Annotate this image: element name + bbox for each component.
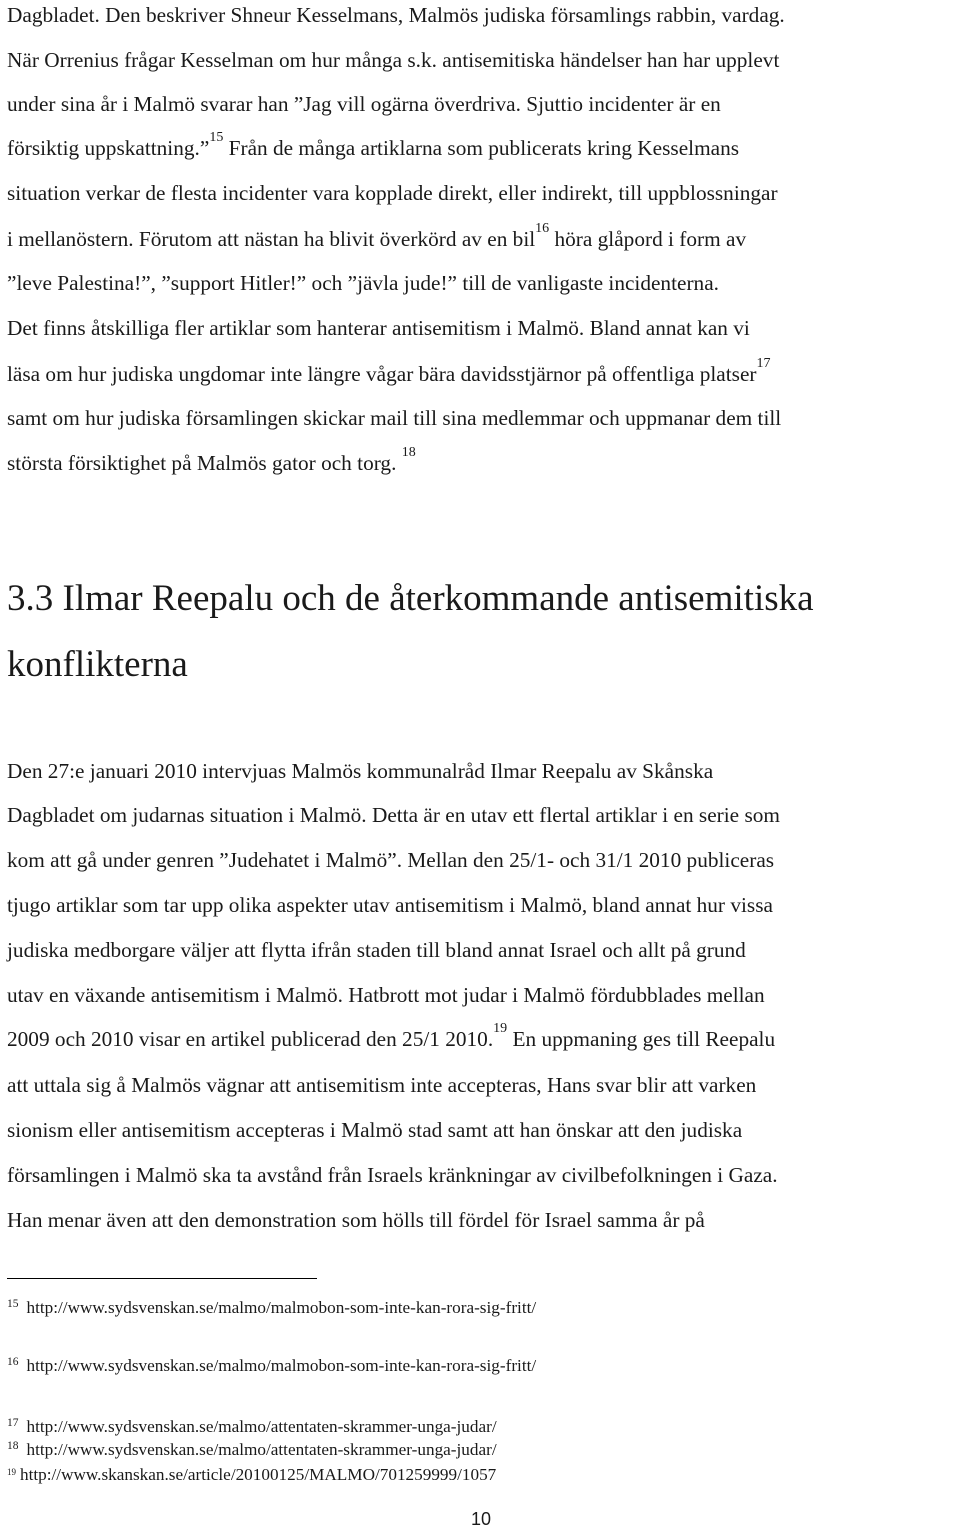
text-line: samt om hur judiska församlingen skickar mail till sina medlemmar och uppmanar dem till bbox=[7, 406, 782, 430]
footnote-ref[interactable]: 15 bbox=[209, 130, 224, 145]
text-line: församlingen i Malmö ska ta avstånd från Israels kränkningar av civilbefolkningen i Gaza. bbox=[7, 1163, 778, 1187]
text-line: situation verkar de flesta incidenter vara kopplade direkt, eller indirekt, till uppblossningar bbox=[7, 181, 778, 205]
text-segment: läsa om hur judiska ungdomar inte längre vågar bära davidsstjärnor på offentliga platser bbox=[7, 362, 757, 386]
footnote-separator bbox=[7, 1278, 317, 1279]
text-line: att uttala sig å Malmös vägnar att antisemitism inte accepteras, Hans svar blir att varken bbox=[7, 1073, 757, 1097]
page-number: 10 bbox=[471, 1509, 492, 1529]
footnote-link[interactable]: http://www.sydsvenskan.se/malmo/attentaten-skrammer-unga-judar/ bbox=[26, 1440, 497, 1459]
footnote bbox=[7, 1441, 497, 1459]
footnote-link[interactable]: http://www.skanskan.se/article/20100125/MALMO/701259999/1057 bbox=[20, 1465, 497, 1484]
text-line bbox=[7, 130, 740, 160]
footnote bbox=[7, 1418, 497, 1436]
footnote-number: 18 bbox=[7, 1440, 19, 1452]
footnote-number: 15 bbox=[7, 1298, 19, 1310]
text-line: Det finns åtskilliga fler artiklar som hanterar antisemitism i Malmö. Bland annat kan vi bbox=[7, 316, 750, 340]
text-segment: största försiktighet på Malmös gator och torg. bbox=[7, 451, 397, 475]
text-segment: En uppmaning ges till Reepalu bbox=[507, 1027, 776, 1051]
text-line: sionism eller antisemitism accepteras i Malmö stad samt att han önskar att den judiska bbox=[7, 1118, 743, 1142]
text-line: kom att gå under genren ”Judehatet i Malmö”. Mellan den 25/1- och 31/1 2010 publiceras bbox=[7, 848, 775, 872]
footnote-link[interactable]: http://www.sydsvenskan.se/malmo/attentaten-skrammer-unga-judar/ bbox=[26, 1417, 497, 1436]
text-line: Den 27:e januari 2010 intervjuas Malmös kommunalråd Ilmar Reepalu av Skånska bbox=[7, 759, 714, 783]
footnote-number: 16 bbox=[7, 1356, 19, 1368]
footnote bbox=[7, 1466, 496, 1483]
footnote-number: 17 bbox=[7, 1417, 19, 1429]
text-line bbox=[7, 221, 747, 251]
text-line: under sina år i Malmö svarar han ”Jag vill ogärna överdriva. Sjuttio incidenter är en bbox=[7, 92, 721, 116]
footnote bbox=[7, 1299, 536, 1317]
text-segment: Från de många artiklarna som publicerats kring Kesselmans bbox=[223, 136, 740, 160]
text-line: judiska medborgare väljer att flytta ifrån staden till bland annat Israel och allt på grund bbox=[7, 938, 746, 962]
text-segment: i mellanöstern. Förutom att nästan ha blivit överkörd av en bil bbox=[7, 227, 536, 251]
footnote-ref[interactable]: 19 bbox=[493, 1021, 508, 1036]
text-line: utav en växande antisemitism i Malmö. Hatbrott mot judar i Malmö fördubblades mellan bbox=[7, 983, 765, 1007]
footnote-link[interactable]: http://www.sydsvenskan.se/malmo/malmobon-som-inte-kan-rora-sig-fritt/ bbox=[26, 1356, 537, 1375]
text-line: När Orrenius frågar Kesselman om hur många s.k. antisemitiska händelser han har upplevt bbox=[7, 48, 780, 72]
section-heading: konflikterna bbox=[7, 644, 188, 685]
footnote bbox=[7, 1357, 536, 1375]
footnote-ref[interactable]: 17 bbox=[756, 356, 771, 371]
footnote-ref[interactable]: 16 bbox=[535, 221, 550, 236]
footnote-number: 19 bbox=[7, 1467, 16, 1477]
footnote-link[interactable]: http://www.sydsvenskan.se/malmo/malmobon-som-inte-kan-rora-sig-fritt/ bbox=[26, 1298, 537, 1317]
text-line: ”leve Palestina!”, ”support Hitler!” och ”jävla jude!” till de vanligaste incidenterna. bbox=[7, 271, 719, 295]
text-segment: 2009 och 2010 visar en artikel publicerad den 25/1 2010. bbox=[7, 1027, 494, 1051]
text-segment: försiktig uppskattning.” bbox=[7, 136, 210, 160]
text-line bbox=[7, 1021, 776, 1051]
text-line: Dagbladet om judarnas situation i Malmö. Detta är en utav ett flertal artiklar i en serie som bbox=[7, 803, 780, 827]
text-line bbox=[7, 356, 771, 386]
text-line bbox=[7, 445, 416, 475]
section-heading: 3.3 Ilmar Reepalu och de återkommande antisemitiska bbox=[7, 578, 814, 619]
text-line: Han menar även att den demonstration som hölls till fördel för Israel samma år på bbox=[7, 1208, 705, 1232]
footnote-ref[interactable]: 18 bbox=[401, 445, 416, 460]
text-line: tjugo artiklar som tar upp olika aspekter utav antisemitism i Malmö, bland annat hur vissa bbox=[7, 893, 773, 917]
text-line: Dagbladet. Den beskriver Shneur Kesselmans, Malmös judiska församlings rabbin, vardag. bbox=[7, 3, 785, 27]
text-segment: höra glåpord i form av bbox=[549, 227, 747, 251]
